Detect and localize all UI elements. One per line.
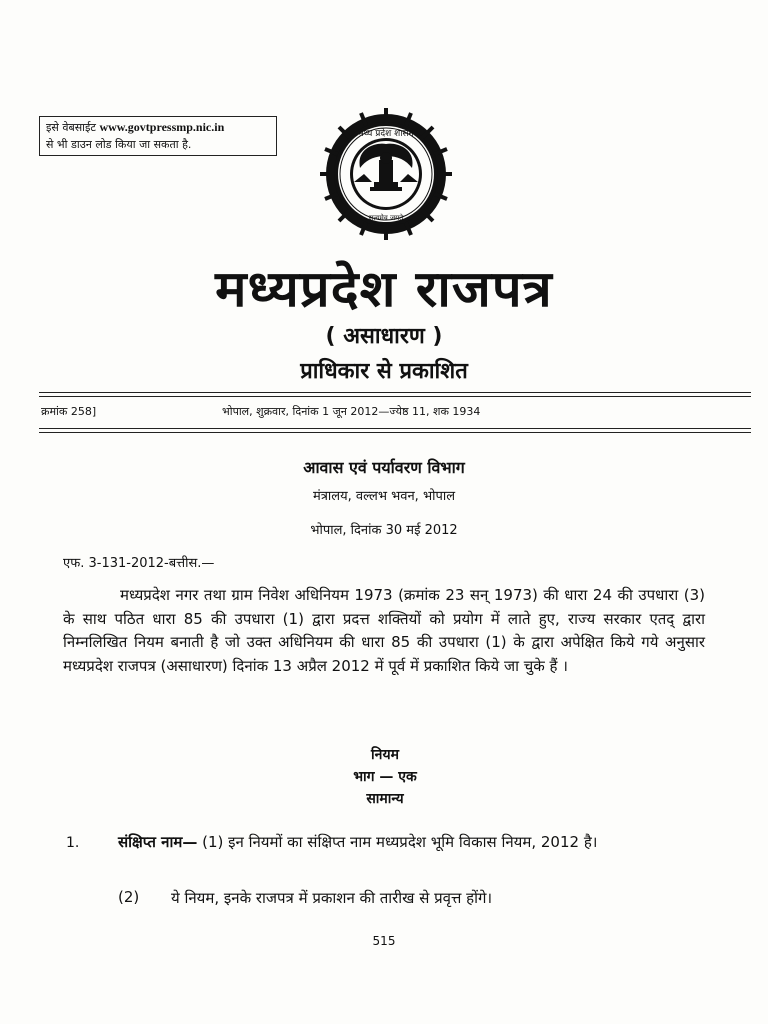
order-date: भोपाल, दिनांक 30 मई 2012	[310, 523, 458, 538]
emblem-top-text: मध्य प्रदेश शासन	[358, 129, 414, 139]
page-number: 515	[372, 934, 396, 948]
state-emblem-seal	[311, 108, 461, 242]
bottom-rule-inner	[39, 432, 751, 433]
rule-1-sub-text: ये नियम, इनके राजपत्र में प्रकाशन की तारीख से प्रवृत्त होंगे।	[171, 889, 493, 907]
ministry-address: मंत्रालय, वल्लभ भवन, भोपाल	[312, 489, 456, 504]
issue-number: क्रमांक 258]	[41, 405, 97, 418]
file-number: एफ. 3-131-2012-बत्तीस.—	[63, 556, 215, 571]
rule-1-number: 1.	[66, 835, 80, 851]
top-rule-inner	[39, 396, 751, 397]
emblem-bottom-text: सत्यमेव जयते	[368, 214, 404, 222]
website-url[interactable]: www.govtpressmp.nic.in	[99, 120, 225, 134]
website-note-prefix: इसे वेबसाईट	[46, 121, 96, 134]
rule-1-body: (1) इन नियमों का संक्षिप्त नाम मध्यप्रदेश भूमि विकास नियम, 2012 है।	[197, 833, 598, 851]
rules-heading-block	[300, 744, 470, 810]
website-note-line2: से भी डाउन लोड किया जा सकता है.	[46, 138, 192, 151]
top-rule	[39, 392, 751, 393]
gazette-subtitle: ( असाधारण )	[325, 324, 443, 349]
rule-1-text	[118, 830, 708, 854]
rules-part: भाग — एक	[353, 769, 417, 785]
rule-1-title: संक्षिप्त नाम—	[118, 833, 198, 851]
department-name: आवास एवं पर्यावरण विभाग	[303, 458, 465, 477]
gazette-authority-line: प्राधिकार से प्रकाशित	[300, 359, 468, 384]
rules-section: सामान्य	[366, 791, 404, 807]
rule-1-sub-number: (2)	[118, 888, 140, 906]
rules-heading: नियम	[371, 747, 399, 763]
preamble-paragraph: मध्यप्रदेश नगर तथा ग्राम निवेश अधिनियम 1973 (क्रमांक 23 सन् 1973) की धारा 24 की उपधारा (3) के साथ पठित धारा 85 की उपधारा (1) द्वारा प्रदत्त शक्तियों को प्रयोग में लाते हुए, राज्य सरकार एतद् द्वारा निम्नलिखित नियम बनाती है जो उक्त अधिनियम की धारा 85 की उपधारा (1) के द्वारा अपेक्षित किये गये अनुसार मध्यप्रदेश राजपत्र (असाधारण) दिनांक 13 अप्रैल 2012 में पूर्व में प्रकाशित किये जा चुके हैं ।	[63, 586, 705, 675]
gazette-masthead-title: मध्यप्रदेश राजपत्र	[215, 260, 553, 318]
issue-date-line: भोपाल, शुक्रवार, दिनांक 1 जून 2012—ज्येष्ठ 11, शक 1934	[222, 405, 481, 418]
bottom-rule	[39, 428, 751, 429]
website-note-box	[39, 116, 277, 156]
